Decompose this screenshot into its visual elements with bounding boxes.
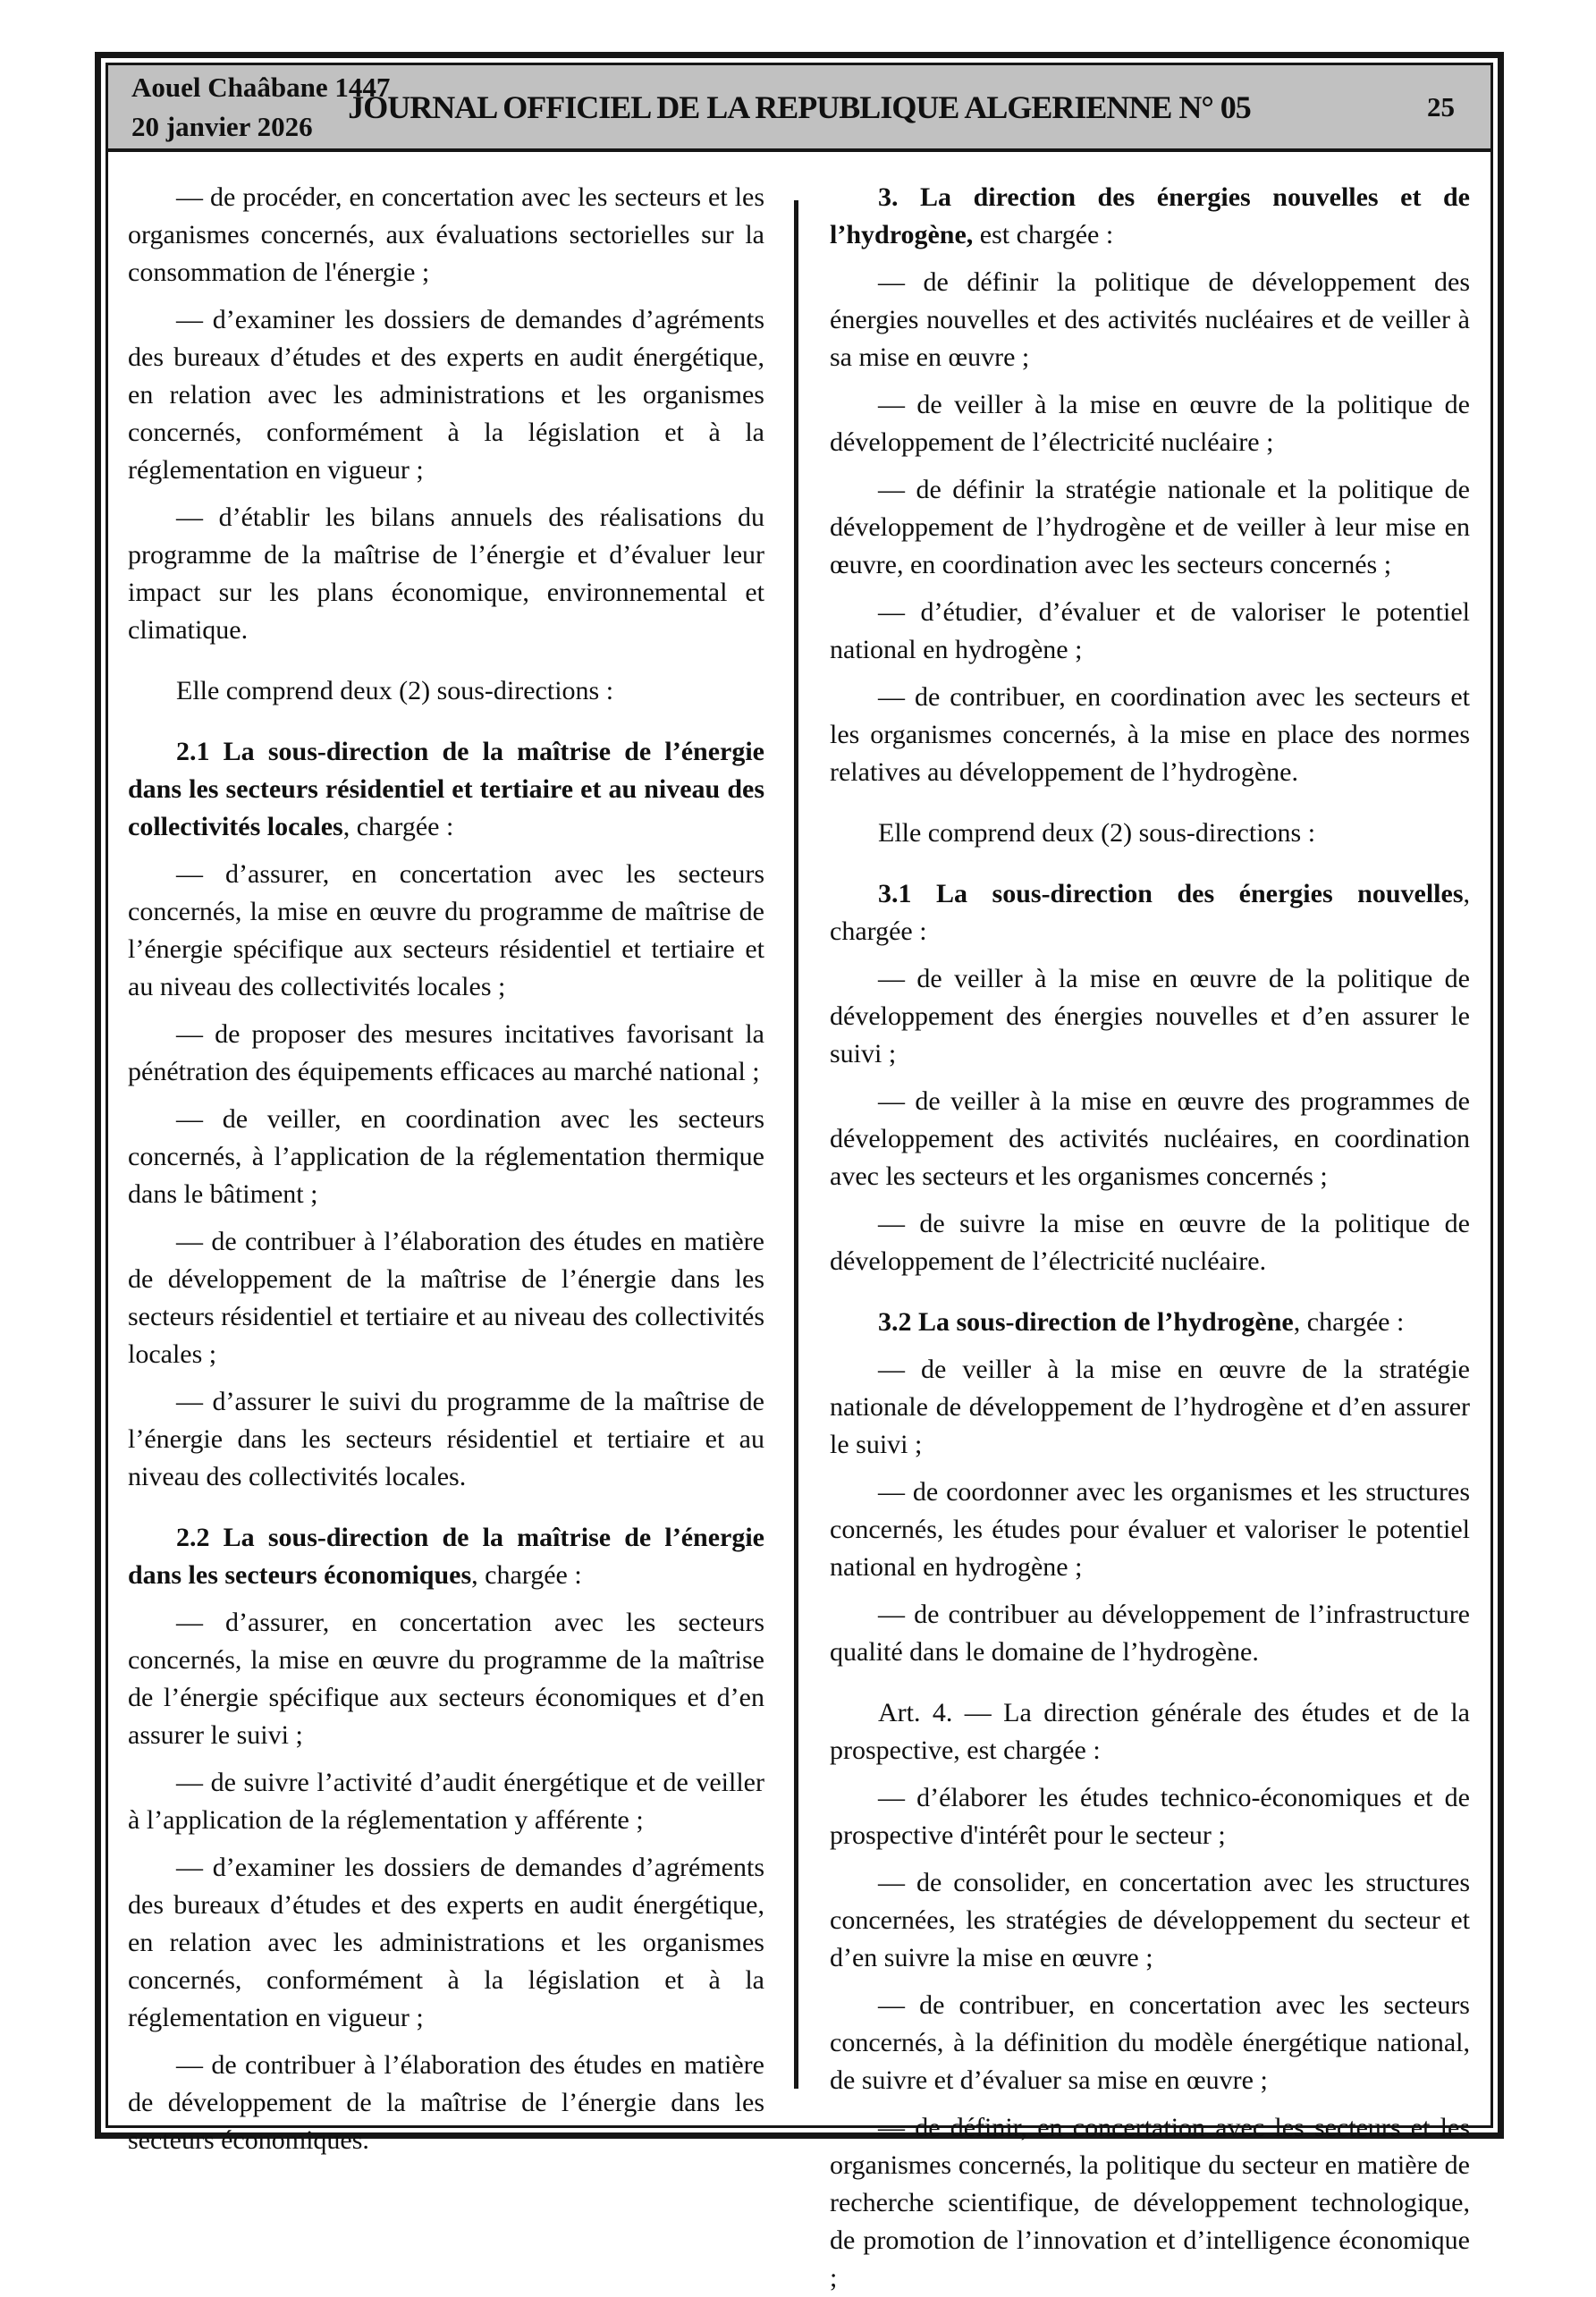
paragraph: — de suivre l’activité d’audit énergétique et de veiller à l’application de la réglementation y afférente ; (128, 1768, 764, 1835)
heading-bold-text: 3.2 La sous-direction de l’hydrogène (878, 1307, 1294, 1337)
section-heading-paragraph: 2.2 La sous-direction de la maîtrise de l’énergie dans les secteurs économiques, chargée : (128, 1523, 764, 1590)
journal-title: JOURNAL OFFICIEL DE LA REPUBLIQUE ALGERIENNE N° 05 (348, 89, 1251, 125)
hijri-date: Aouel Chaâbane 1447 (131, 71, 391, 103)
paragraph: — de proposer des mesures incitatives favorisant la pénétration des équipements efficaces au marché national ; (128, 1019, 764, 1086)
section-heading-paragraph: 3.2 La sous-direction de l’hydrogène, chargée : (878, 1307, 1405, 1337)
paragraph: — de coordonner avec les organismes et les structures concernés, les études pour évaluer et valoriser le potentiel national en hydrogène ; (830, 1477, 1470, 1582)
page-content (108, 152, 1490, 2293)
paragraph: — d’examiner les dossiers de demandes d’agréments des bureaux d’études et des experts en audit énergétique, en relation avec les administrations et les organismes concernés, conformément à la législation et à la réglementation en vigueur ; (128, 1853, 764, 2032)
paragraph: — de consolider, en concertation avec les structures concernées, les stratégies de développement du secteur et d’en suivre la mise en œuvre ; (830, 1868, 1470, 1972)
paragraph: — de définir, en concertation avec les secteurs et les organismes concernés, la politique du secteur en matière de recherche scientifique, de développement technologique, de promotion de l’innovation et d’intelligence économique ; (830, 2113, 1470, 2293)
paragraph: Elle comprend deux (2) sous-directions : (878, 818, 1316, 848)
paragraph: — d’étudier, d’évaluer et de valoriser le potentiel national en hydrogène ; (830, 597, 1470, 664)
paragraph: — d’établir les bilans annuels des réalisations du programme de la maîtrise de l’énergie et d’évaluer leur impact sur les plans économique, environnemental et climatique. (128, 502, 764, 645)
page-number: 25 (1427, 90, 1455, 122)
paragraph: — de veiller à la mise en œuvre des programmes de développement des activités nucléaires, en coordination avec les secteurs et les organismes concernés ; (830, 1086, 1470, 1191)
paragraph: — de contribuer, en coordination avec les secteurs et les organismes concernés, à la mise en place des normes relatives au développement de l’hydrogène. (830, 682, 1470, 787)
paragraph: — d’élaborer les études technico-économiques et de prospective d'intérêt pour le secteur ; (830, 1783, 1470, 1850)
right-column (830, 152, 1470, 2297)
heading-bold-text: 2.1 La sous-direction de la maîtrise de l’énergie dans les secteurs résidentiel et tertiaire et au niveau des collectivités locales (128, 737, 764, 841)
paragraph: — de contribuer à l’élaboration des études en matière de développement de la maîtrise de l’énergie dans les secteurs économiques. (128, 2050, 764, 2155)
paragraph: — d’examiner les dossiers de demandes d’agréments des bureaux d’études et des experts en audit énergétique, en relation avec les administrations et les organismes concernés, conformément à la législation et à la réglementation en vigueur ; (128, 305, 764, 485)
column-divider (794, 200, 798, 2089)
section-heading-paragraph: 2.1 La sous-direction de la maîtrise de l’énergie dans les secteurs résidentiel et tertiaire et au niveau des collectivités locales, chargée : (128, 737, 764, 841)
paragraph: — de procéder, en concertation avec les secteurs et les organismes concernés, aux évaluations sectorielles sur la consommation de l'énergie ; (128, 182, 764, 287)
paragraph: — de veiller à la mise en œuvre de la stratégie nationale de développement de l’hydrogène et d’en assurer le suivi ; (830, 1355, 1470, 1459)
paragraph: — de définir la stratégie nationale et la politique de développement de l’hydrogène et de veiller à leur mise en œuvre, en coordination avec les secteurs concernés ; (830, 475, 1470, 579)
page-frame-inner (106, 63, 1493, 2293)
heading-bold-text: 3. La direction des énergies nouvelles et de l’hydrogène, (830, 182, 1470, 249)
paragraph: Elle comprend deux (2) sous-directions : (176, 676, 614, 705)
paragraph: — de contribuer à l’élaboration des études en matière de développement de la maîtrise de l’énergie dans les secteurs résidentiel et tertiaire et au niveau des collectivités locales ; (128, 1227, 764, 1369)
paragraph: — de veiller à la mise en œuvre de la politique de développement des énergies nouvelles et d’en assurer le suivi ; (830, 964, 1470, 1068)
paragraph: — de veiller, en coordination avec les secteurs concernés, à l’application de la réglementation thermique dans le bâtiment ; (128, 1104, 764, 1209)
paragraph: — de veiller à la mise en œuvre de la politique de développement de l’électricité nucléaire ; (830, 390, 1470, 457)
section-heading-paragraph: 3. La direction des énergies nouvelles et de l’hydrogène, est chargée : (830, 182, 1470, 249)
paragraph: — d’assurer le suivi du programme de la maîtrise de l’énergie dans les secteurs résidentiel et tertiaire et au niveau des collectivités locales. (128, 1387, 764, 1491)
paragraph: — de contribuer, en concertation avec les secteurs concernés, à la définition du modèle énergétique national, de suivre et d’évaluer sa mise en œuvre ; (830, 1990, 1470, 2095)
paragraph: — d’assurer, en concertation avec les secteurs concernés, la mise en œuvre du programme de la maîtrise de l’énergie spécifique aux secteurs économiques et d’en assurer le suivi ; (128, 1608, 764, 1750)
heading-bold-text: 2.2 La sous-direction de la maîtrise de l’énergie dans les secteurs économiques (128, 1523, 764, 1590)
page-frame (95, 52, 1504, 2293)
paragraph: — de suivre la mise en œuvre de la politique de développement de l’électricité nucléaire. (830, 1209, 1470, 1276)
left-column (128, 152, 764, 2159)
paragraph: — d’assurer, en concertation avec les secteurs concernés, la mise en œuvre du programme de maîtrise de l’énergie spécifique aux secteurs résidentiel et tertiaire et au niveau des collectivités locales ; (128, 859, 764, 1001)
paragraph: Art. 4. — La direction générale des études et de la prospective, est chargée : (830, 1698, 1470, 1765)
journal-header (108, 65, 1490, 152)
paragraph: — de contribuer au développement de l’infrastructure qualité dans le domaine de l’hydrogène. (830, 1600, 1470, 1667)
heading-bold-text: 3.1 La sous-direction des énergies nouvelles (878, 879, 1464, 908)
gregorian-date: 20 janvier 2026 (131, 110, 313, 142)
paragraph: — de définir la politique de développement des énergies nouvelles et des activités nucléaires et de veiller à sa mise en œuvre ; (830, 267, 1470, 372)
section-heading-paragraph: 3.1 La sous-direction des énergies nouvelles, chargée : (830, 879, 1470, 946)
